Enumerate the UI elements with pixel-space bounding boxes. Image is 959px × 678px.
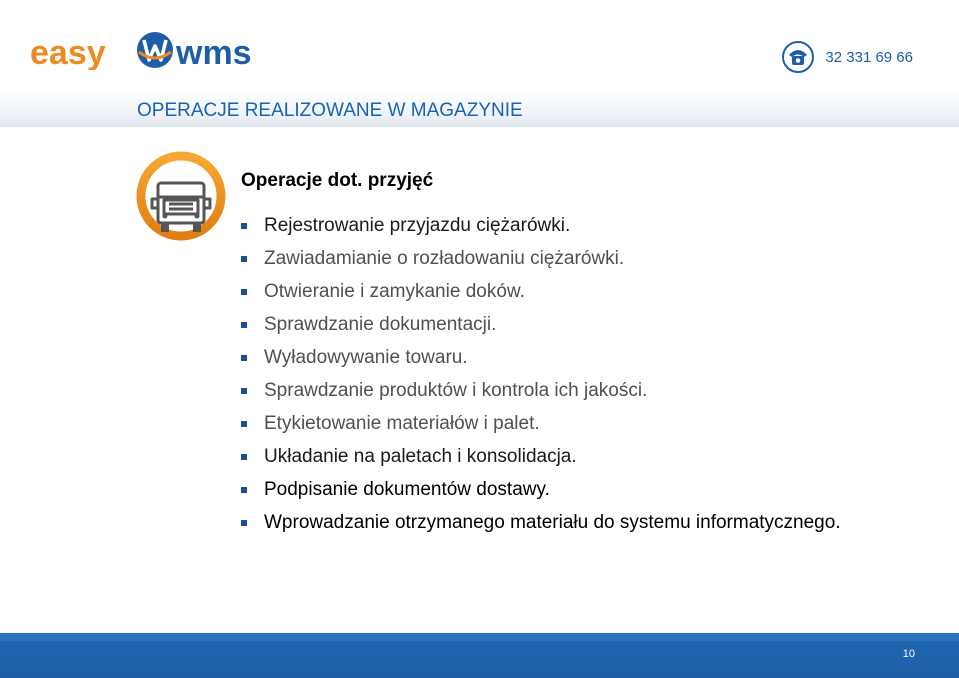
- list-item: [241, 209, 841, 242]
- list-item-text: Otwieranie i zamykanie doków.: [264, 280, 525, 302]
- list-item-text: Wprowadzanie otrzymanego materiału do systemu informatycznego.: [264, 511, 841, 533]
- list-item-text: Etykietowanie materiałów i palet.: [264, 412, 540, 434]
- truck-icon: [136, 151, 226, 241]
- list-item-text: Układanie na paletach i konsolidacja.: [264, 445, 577, 467]
- list-item-text: Podpisanie dokumentów dostawy.: [264, 478, 550, 500]
- phone-contact: [781, 40, 913, 74]
- square-bullet-icon: [241, 355, 247, 361]
- page-number: 10: [902, 648, 915, 660]
- list-item-text: Sprawdzanie dokumentacji.: [264, 313, 497, 335]
- square-bullet-icon: [241, 454, 247, 460]
- list-item: [241, 308, 841, 341]
- square-bullet-icon: [241, 421, 247, 427]
- square-bullet-icon: [241, 520, 247, 526]
- bullet-list: [241, 209, 841, 539]
- footer-highlight: [0, 633, 959, 641]
- square-bullet-icon: [241, 256, 247, 262]
- square-bullet-icon: [241, 223, 247, 229]
- list-item: [241, 473, 841, 506]
- list-item: [241, 374, 841, 407]
- list-item: [241, 275, 841, 308]
- slide-title: OPERACJE REALIZOWANE W MAGAZYNIE: [137, 100, 523, 121]
- header: [0, 0, 959, 90]
- logo-text-easy: easy: [30, 34, 106, 70]
- square-bullet-icon: [241, 388, 247, 394]
- phone-number: 32 331 69 66: [825, 48, 913, 66]
- list-item: [241, 341, 841, 374]
- easywms-logo: [30, 30, 270, 75]
- truck-badge: [136, 151, 226, 246]
- logo-text-wms: wms: [176, 34, 252, 70]
- list-item: [241, 242, 841, 275]
- phone-icon: [781, 40, 815, 74]
- square-bullet-icon: [241, 322, 247, 328]
- footer-bar: [0, 633, 959, 678]
- list-item: [241, 440, 841, 473]
- list-item-text: Sprawdzanie produktów i kontrola ich jakości.: [264, 379, 648, 401]
- logo-mark-icon: [137, 32, 173, 68]
- list-item-text: Wyładowywanie towaru.: [264, 346, 468, 368]
- square-bullet-icon: [241, 487, 247, 493]
- list-item-text: Zawiadamianie o rozładowaniu ciężarówki.: [264, 247, 625, 269]
- square-bullet-icon: [241, 289, 247, 295]
- list-item: [241, 407, 841, 440]
- list-item-text: Rejestrowanie przyjazdu ciężarówki.: [264, 214, 571, 236]
- section-heading: Operacje dot. przyjęć: [241, 170, 434, 191]
- list-item: [241, 506, 841, 539]
